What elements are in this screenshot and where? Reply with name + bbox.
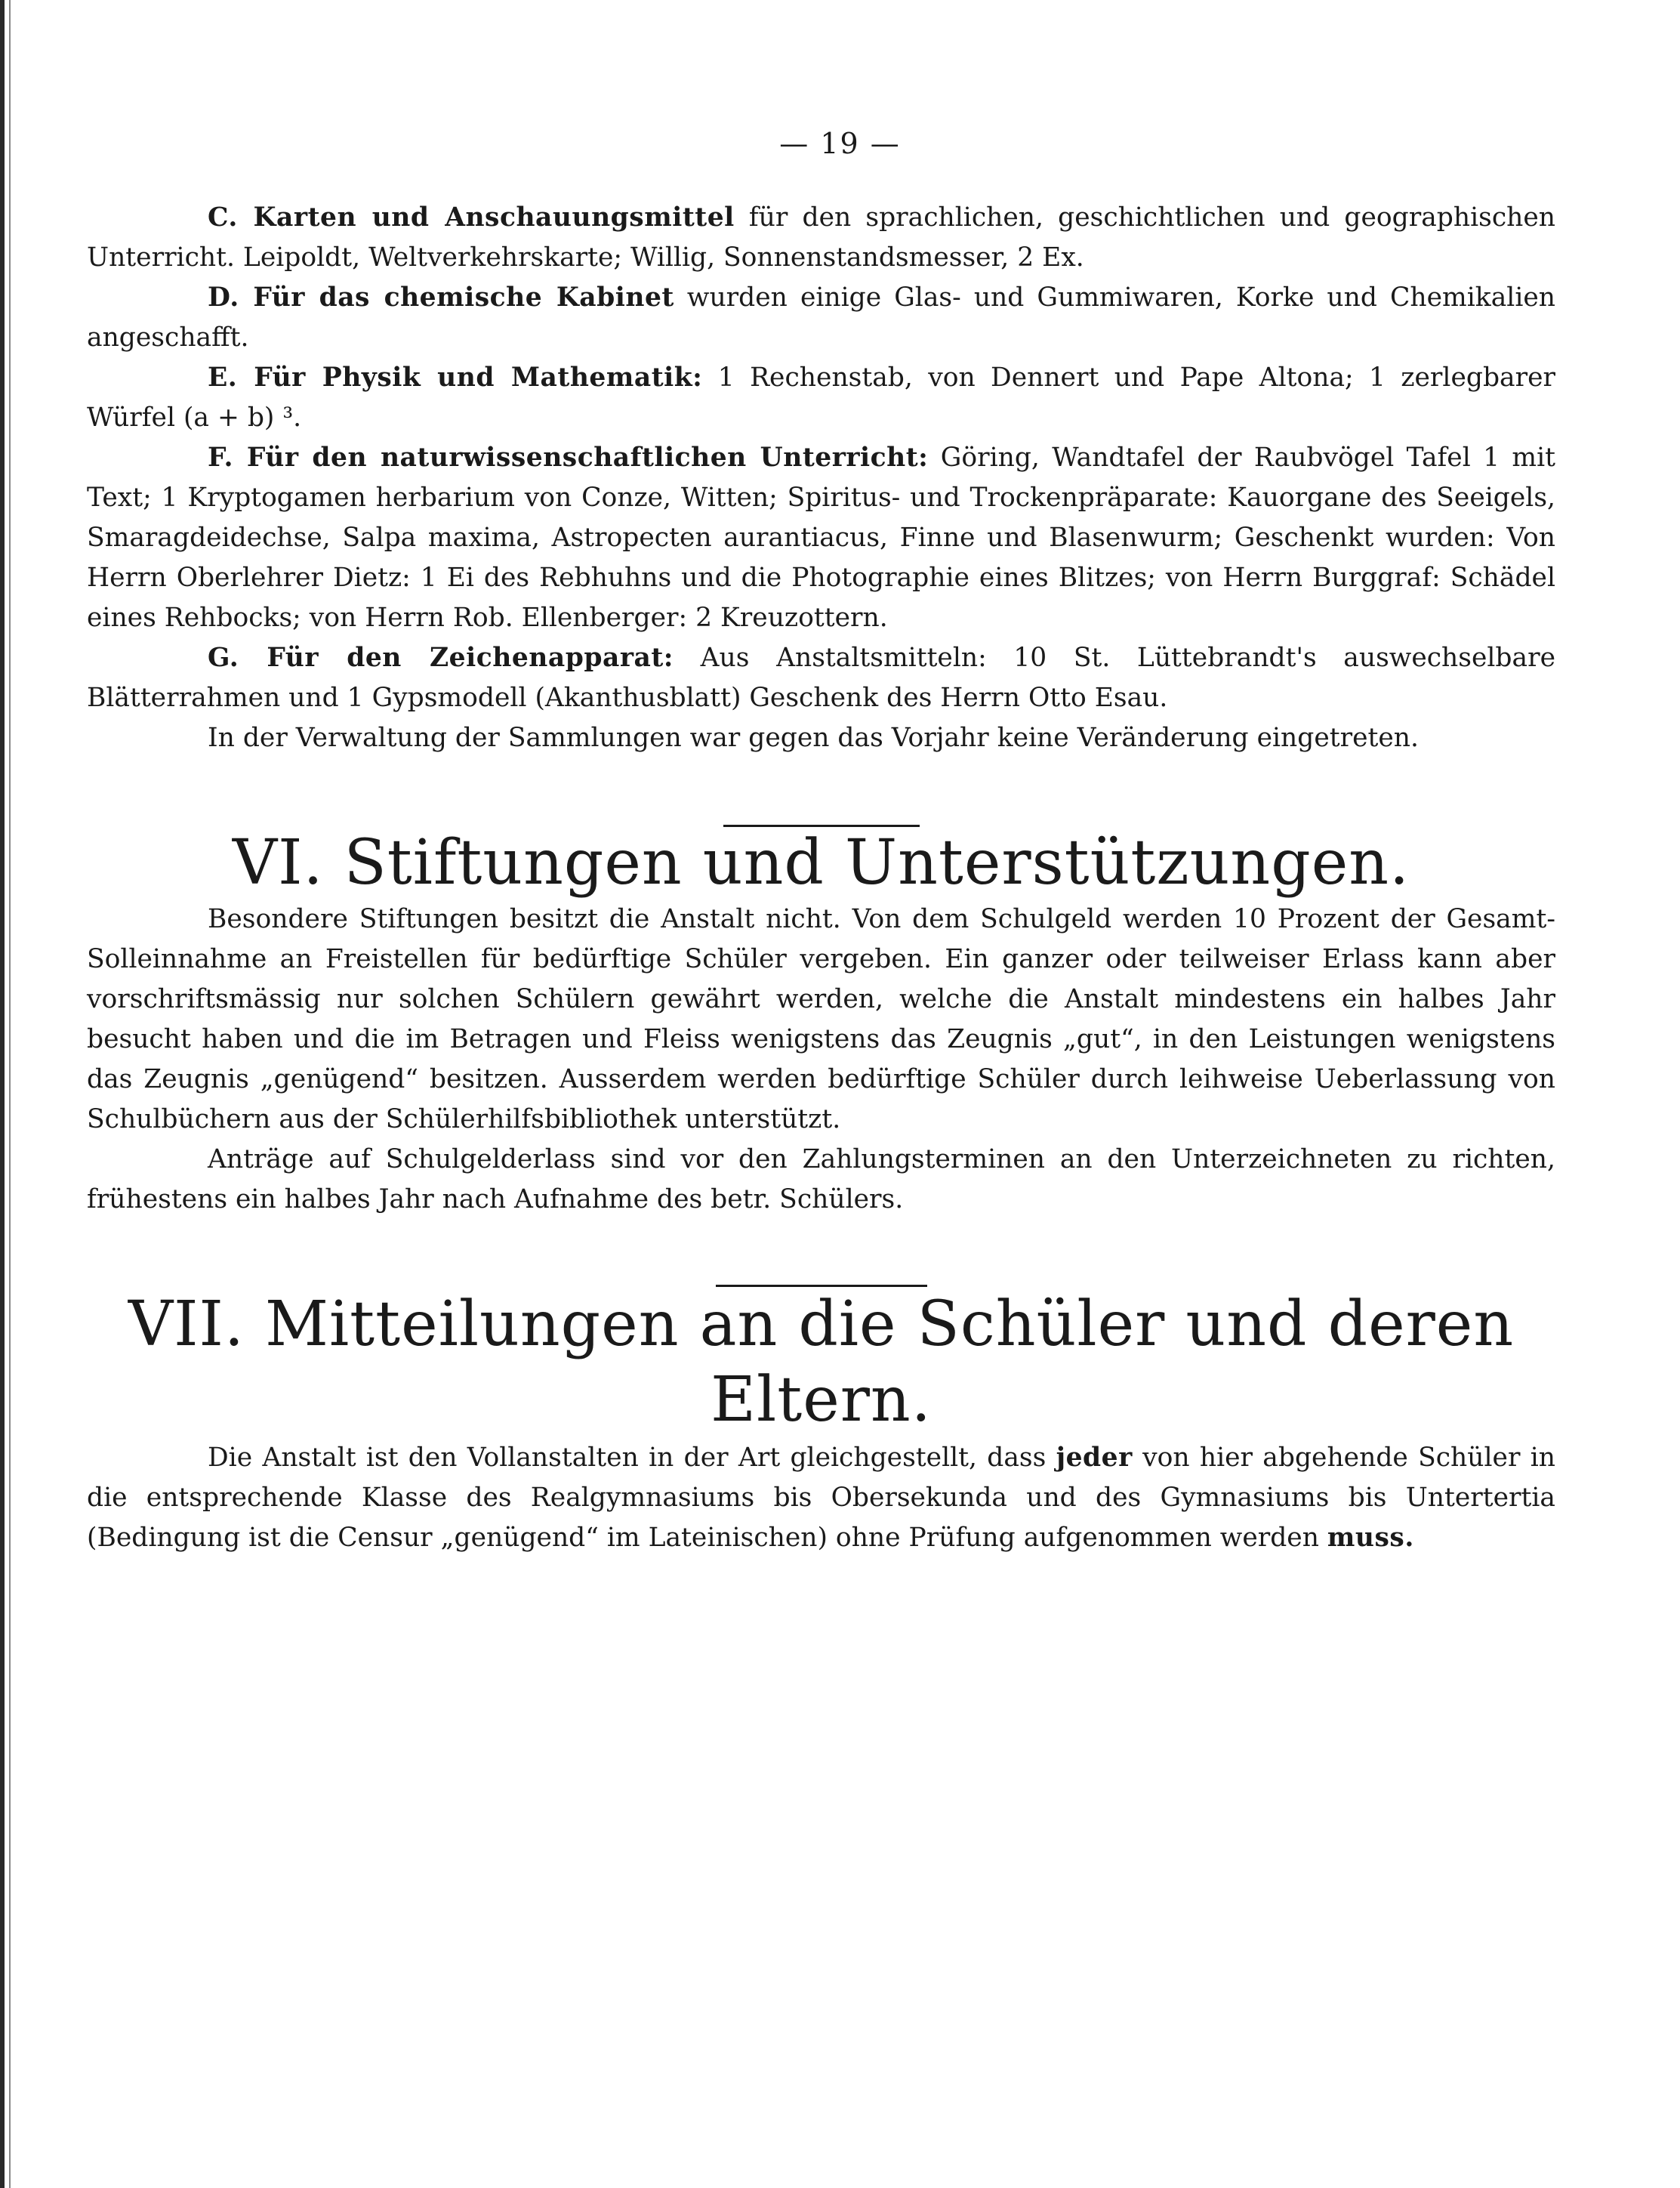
item-c-text: für den sprachlichen, geschichtlichen und geographischen Unterricht. Leipoldt, Weltverkehrskarte; Willig, Sonnenstandsmesser, 2 Ex. xyxy=(87,202,1555,273)
collections-closing: In der Verwaltung der Sammlungen war gegen das Vorjahr keine Veränderung eingetreten. xyxy=(208,723,1419,753)
item-e xyxy=(87,358,1555,438)
section-vi-paragraph-1: Besondere Stiftungen besitzt die Anstalt nicht. Von dem Schulgeld werden 10 Prozent der Gesamt-Solleinnahme an Freistellen für bedürftige Schüler vergeben. Ein ganzer oder teilweiser Erlass kann aber vorschriftsmässig nur solchen Schülern gewährt werden, welche die Anstalt mindestens ein halbes Jahr besucht haben und die im Betragen und Fleiss wenigstens das Zeugnis „gut“, in den Leistungen wenigstens das Zeugnis „genügend“ besitzen. Ausserdem werden bedürftige Schüler durch leihweise Ueberlassung von Schulbüchern aus der Schülerhilfsbibliothek unterstützt. xyxy=(87,904,1555,1134)
section-vi-heading: VI. Stiftungen und Unterstützungen. xyxy=(232,827,1410,899)
item-g-label: G. Für den Zeichenapparat: xyxy=(208,643,674,673)
item-d-label: D. Für das chemische Kabinet xyxy=(208,282,674,313)
page-content xyxy=(87,198,1555,1558)
page-number: — 19 — xyxy=(779,127,901,160)
item-e-text: 1 Rechenstab, von Dennert und Pape Altona; 1 zerlegbarer Würfel (a + b) ³. xyxy=(87,363,1555,433)
section-vii-text-start: Die Anstalt ist den Vollanstalten in der Art gleichgestellt, dass xyxy=(208,1443,1056,1473)
section-vii-heading xyxy=(87,1287,1555,1438)
section-vii-heading-line1: VII. Mitteilungen an die Schüler und deren xyxy=(128,1288,1515,1360)
item-f-label: F. Für den naturwissenschaftlichen Unterricht: xyxy=(208,443,929,473)
item-d-text: wurden einige Glas- und Gummiwaren, Korke und Chemikalien angeschafft. xyxy=(87,282,1555,353)
item-f xyxy=(87,438,1555,638)
section-vii-paragraph xyxy=(87,1438,1555,1558)
item-e-label: E. Für Physik und Mathematik: xyxy=(208,363,703,393)
section-vii-emphasis-jeder: jeder xyxy=(1056,1443,1133,1473)
section-vii-heading-line2: Eltern. xyxy=(711,1364,932,1436)
section-vii-emphasis-muss: muss. xyxy=(1327,1523,1414,1553)
section-vii-text-middle: von hier abgehende Schüler in die entsprechende Klasse des Realgymnasiums bis Obersekunda und des Gymnasiums bis Untertertia (Bedingung ist die Censur „genügend“ im Lateinischen) ohne Prüfung aufgenommen werden xyxy=(87,1443,1555,1553)
item-c-label: C. Karten und Anschauungsmittel xyxy=(208,202,735,233)
item-g xyxy=(87,638,1555,718)
item-c xyxy=(87,198,1555,278)
item-d xyxy=(87,278,1555,358)
item-g-text: Aus Anstaltsmitteln: 10 St. Lüttebrandt's auswechselbare Blätterrahmen und 1 Gypsmodell (Akanthusblatt) Geschenk des Herrn Otto Esau. xyxy=(87,643,1555,713)
item-f-text: Göring, Wandtafel der Raubvögel Tafel 1 mit Text; 1 Kryptogamen herbarium von Conze, Witten; Spiritus- und Trockenpräparate: Kauorgane des Seeigels, Smaragdeidechse, Salpa maxima, Astropecten aurantiacus, Finne und Blasenwurm; Geschenkt wurden: Von Herrn Oberlehrer Dietz: 1 Ei des Rebhuhns und die Photographie eines Blitzes; von Herrn Burggraf: Schädel eines Rehbocks; von Herrn Rob. Ellenberger: 2 Kreuzottern. xyxy=(87,443,1555,633)
section-vi-paragraph-2: Anträge auf Schulgelderlass sind vor den Zahlungsterminen an den Unterzeichneten zu richten, frühestens ein halbes Jahr nach Aufnahme des betr. Schülers. xyxy=(87,1144,1555,1214)
